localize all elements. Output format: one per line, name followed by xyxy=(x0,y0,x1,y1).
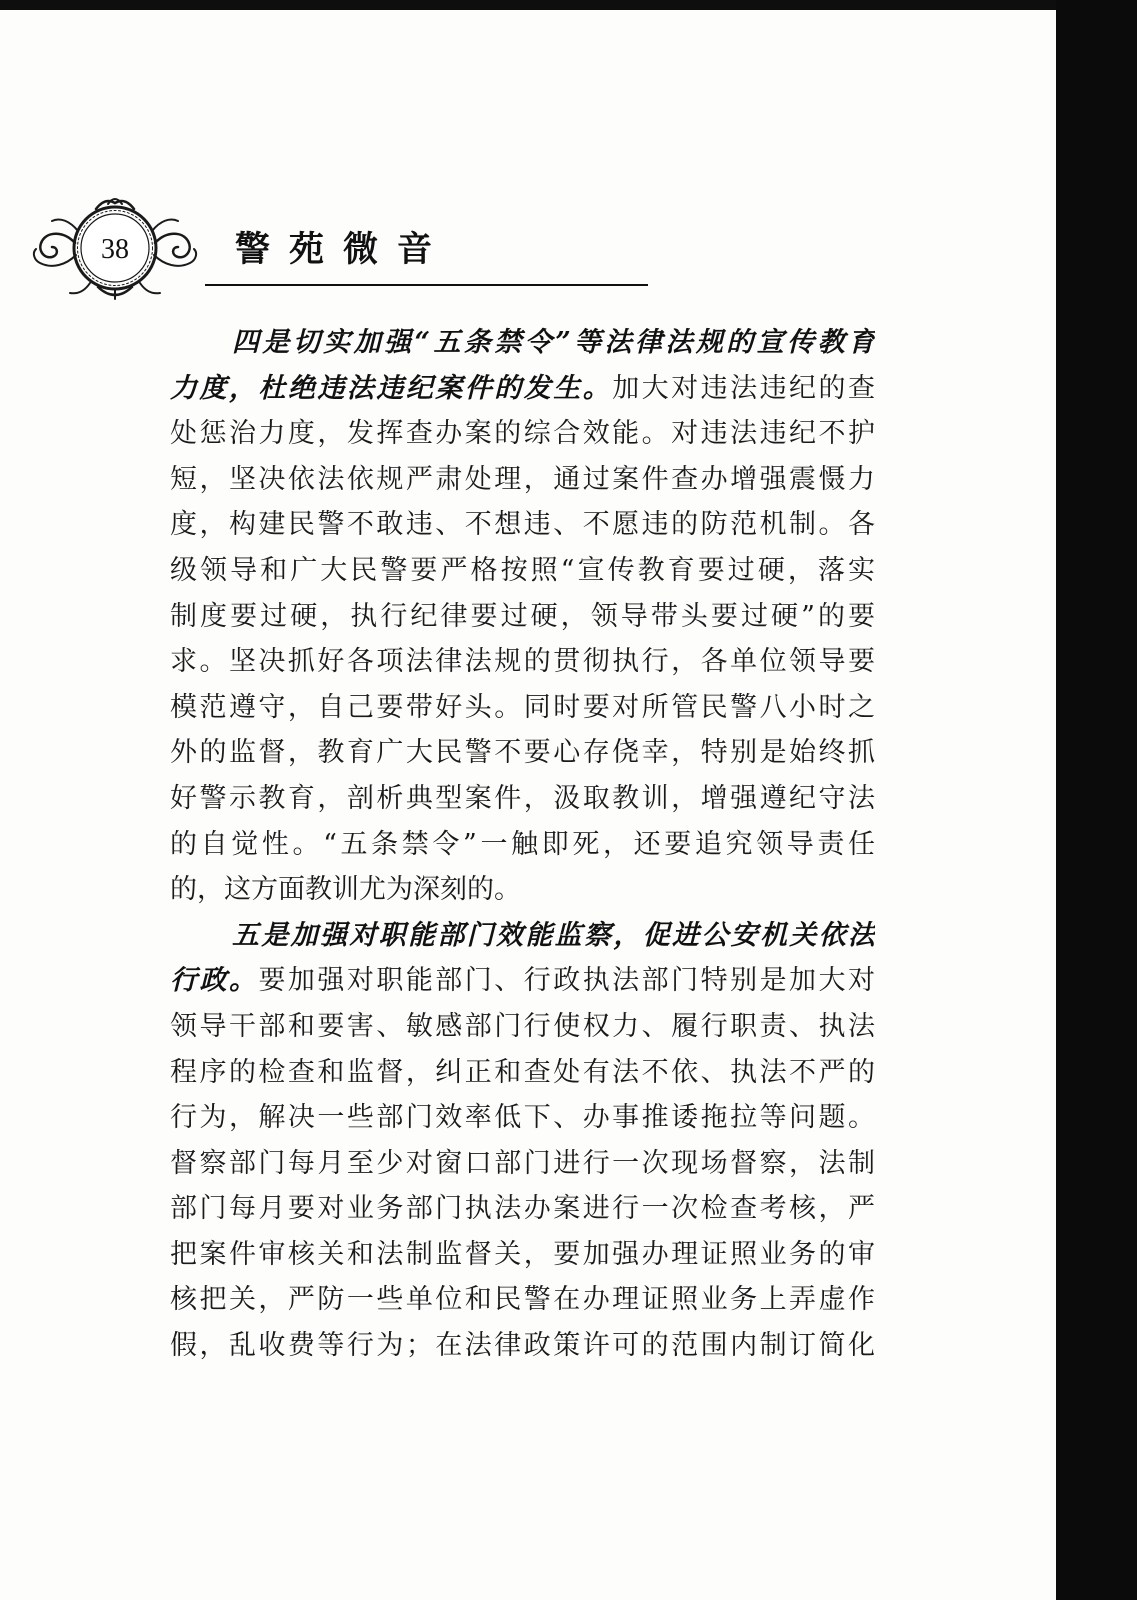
body-line: 制度要过硬，执行纪律要过硬，领导带头要过硬”的要 xyxy=(170,600,875,632)
body-line: 核把关，严防一些单位和民警在办理证照业务上弄虚作 xyxy=(170,1284,875,1316)
running-title: 警苑微音 xyxy=(235,230,452,270)
body-text-block xyxy=(170,320,875,1369)
body-line: 程序的检查和监督，纠正和查处有法不依、执法不严的 xyxy=(170,1056,875,1088)
body-line xyxy=(170,366,875,412)
body-line: 部门每月要对业务部门执法办案进行一次检查考核，严 xyxy=(170,1193,875,1225)
body-line: 级领导和广大民警要严格按照“宣传教育要过硬，落实 xyxy=(170,554,875,586)
emphasized-text: 四是切实加强“五条禁令”等法律法规的宣传教育 xyxy=(232,327,875,358)
body-line xyxy=(170,958,875,1004)
body-text: 要加强对职能部门、行政执法部门特别是加大对 xyxy=(258,965,875,997)
body-line: 假，乱收费等行为；在法律政策许可的范围内制订简化 xyxy=(170,1330,875,1362)
body-line: 督察部门每月至少对窗口部门进行一次现场督察，法制 xyxy=(170,1147,875,1179)
body-line xyxy=(170,913,875,959)
body-line: 的自觉性。“五条禁令”一触即死，还要追究领导责任 xyxy=(170,828,875,860)
page-number: 38 xyxy=(101,234,129,265)
body-line: 模范遵守，自己要带好头。同时要对所管民警八小时之 xyxy=(170,691,875,723)
scan-border-top xyxy=(0,0,1137,10)
body-line: 外的监督，教育广大民警不要心存侥幸，特别是始终抓 xyxy=(170,737,875,769)
page-number-ornament xyxy=(30,195,205,305)
scan-border-right xyxy=(1056,0,1137,1600)
emphasized-text: 五是加强对职能部门效能监察，促进公安机关依法 xyxy=(232,919,875,951)
body-text: 加大对违法违纪的查 xyxy=(612,372,875,404)
emphasized-text: 行政。 xyxy=(170,965,259,997)
body-line: 把案件审核关和法制监督关，要加强办理证照业务的审 xyxy=(170,1238,875,1270)
body-line: 处惩治力度，发挥查办案的综合效能。对违法违纪不护 xyxy=(170,418,875,450)
body-line: 的，这方面教训尤为深刻的。 xyxy=(170,874,521,906)
body-line: 领导干部和要害、敏感部门行使权力、履行职责、执法 xyxy=(170,1010,875,1042)
body-line: 行为，解决一些部门效率低下、办事推诿拖拉等问题。 xyxy=(170,1102,875,1134)
header-divider xyxy=(205,284,648,286)
body-line: 求。坚决抓好各项法律法规的贯彻执行，各单位领导要 xyxy=(170,646,875,678)
body-line: 度，构建民警不敢违、不想违、不愿违的防范机制。各 xyxy=(170,509,875,541)
emphasized-text: 力度，杜绝违法违纪案件的发生。 xyxy=(170,372,613,404)
paragraph xyxy=(170,913,875,1369)
paragraph xyxy=(170,320,875,913)
body-line xyxy=(170,320,875,366)
body-line: 短，坚决依法依规严肃处理，通过案件查办增强震慑力 xyxy=(170,463,875,495)
body-line: 好警示教育，剖析典型案件，汲取教训，增强遵纪守法 xyxy=(170,782,875,814)
